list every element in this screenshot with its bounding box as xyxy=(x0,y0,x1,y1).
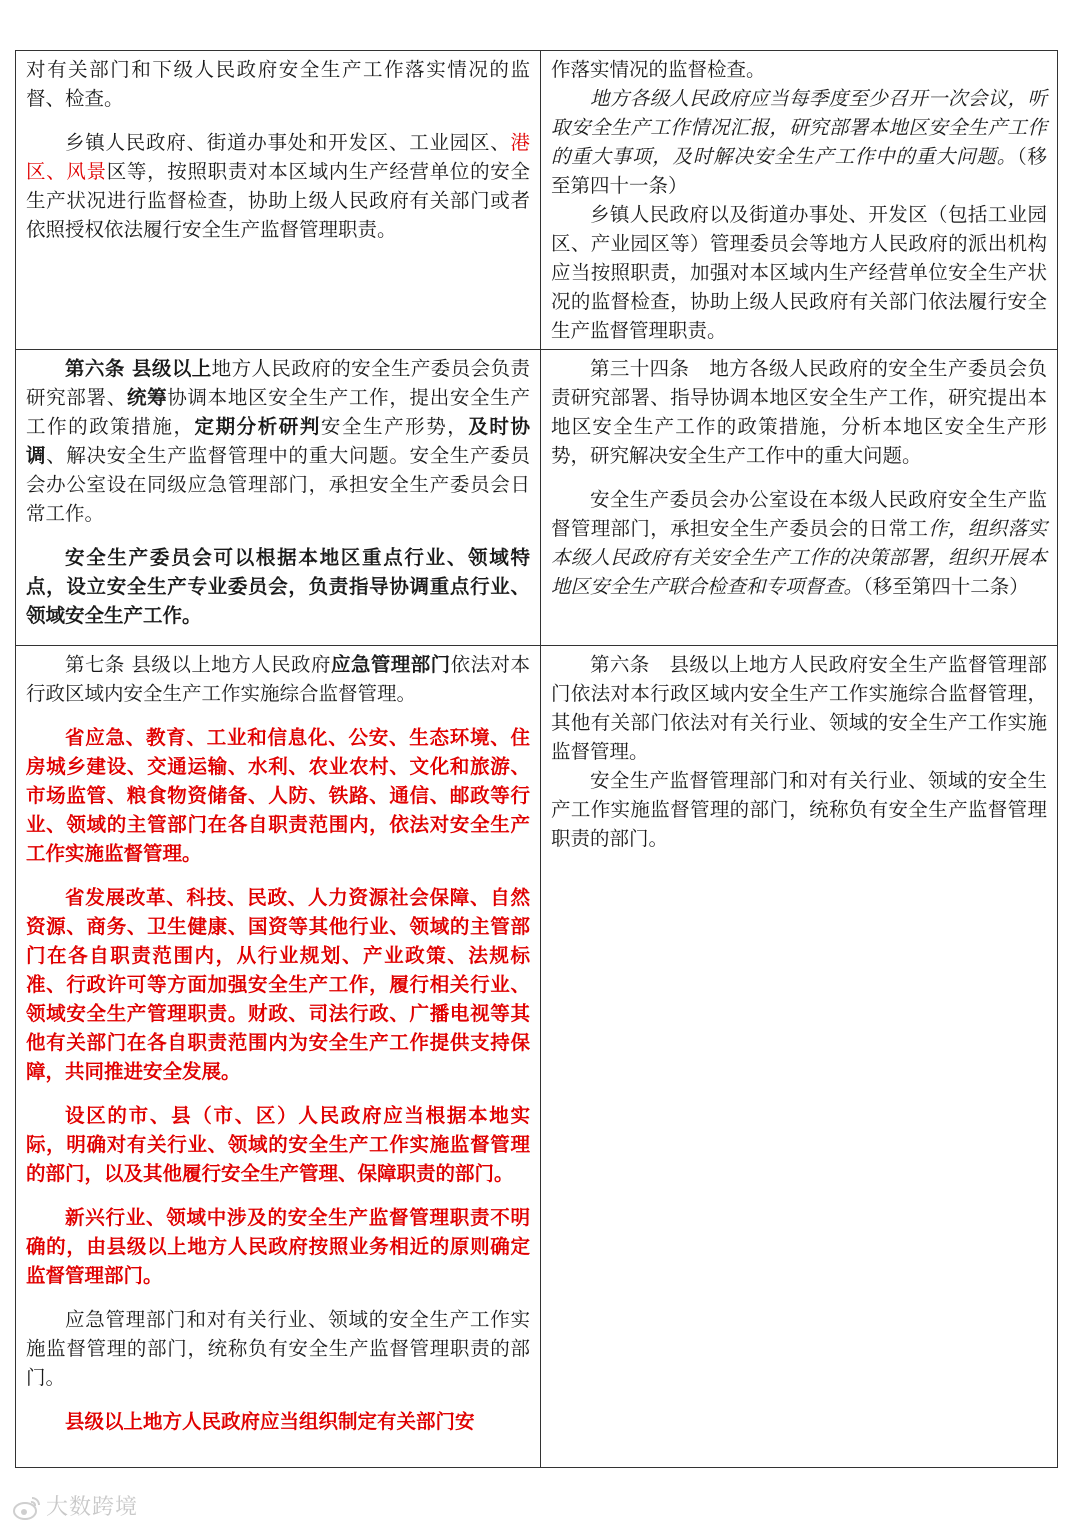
paragraph: 设区的市、县（市、区）人民政府应当根据本地实际，明确对有关行业、领域的安全生产工作实施监督管理的部门，以及其他履行安全生产管理、保障职责的部门。 xyxy=(26,1104,530,1185)
paragraph: 应急管理部门和对有关行业、领域的安全生产工作实施监督管理的部门，统称负有安全生产监督管理职责的部门。 xyxy=(26,1308,530,1389)
table-row xyxy=(16,646,1058,1468)
table-row xyxy=(16,51,1058,350)
paragraph: 县级以上地方人民政府应当组织制定有关部门安 xyxy=(65,1410,475,1433)
paragraph: 第六条 县级以上地方人民政府安全生产监督管理部门依法对本行政区域内安全生产工作实施综合监督管理，其他有关部门依法对有关行业、领域的安全生产工作实施监督管理。 xyxy=(551,653,1047,763)
comparison-table xyxy=(15,50,1058,1468)
paragraph: 乡镇人民政府以及街道办事处、开发区（包括工业园区、产业园区等）管理委员会等地方人民政府的派出机构应当按照职责，加强对本区域内生产经营单位安全生产状况的监督检查，协助上级人民政府有关部门依法履行安全生产监督管理职责。 xyxy=(551,203,1047,342)
paragraph: 安全生产委员会办公室设在本级人民政府安全生产监督管理部门，承担安全生产委员会的日常工作，组织落实本级人民政府有关安全生产工作的决策部署，组织开展本地区安全生产联合检查和专项督查。（移至第四十二条） xyxy=(551,488,1047,598)
left-cell xyxy=(16,51,541,350)
paragraph: 安全生产委员会可以根据本地区重点行业、领域特点，设立安全生产专业委员会，负责指导协调重点行业、领域安全生产工作。 xyxy=(26,546,530,627)
paragraph: 新兴行业、领域中涉及的安全生产监督管理职责不明确的，由县级以上地方人民政府按照业务相近的原则确定监督管理部门。 xyxy=(26,1206,530,1287)
paragraph: 安全生产监督管理部门和对有关行业、领域的安全生产工作实施监督管理的部门，统称负有安全生产监督管理职责的部门。 xyxy=(551,769,1047,850)
right-cell xyxy=(541,646,1058,1468)
left-cell xyxy=(16,350,541,646)
paragraph: 第六条 县级以上地方人民政府的安全生产委员会负责研究部署、统筹协调本地区安全生产工作，提出安全生产工作的政策措施，定期分析研判安全生产形势，及时协调、解决安全生产监督管理中的重大问题。安全生产委员会办公室设在同级应急管理部门，承担安全生产委员会日常工作。 xyxy=(26,357,530,525)
right-cell xyxy=(541,51,1058,350)
paragraph: 第七条 县级以上地方人民政府应急管理部门依法对本行政区域内安全生产工作实施综合监督管理。 xyxy=(26,653,530,705)
right-cell xyxy=(541,350,1058,646)
watermark-text: 大数跨境 xyxy=(46,1495,139,1520)
left-cell xyxy=(16,646,541,1468)
watermark xyxy=(12,1490,138,1521)
paragraph: 第三十四条 地方各级人民政府的安全生产委员会负责研究部署、指导协调本地区安全生产工作，研究提出本地区安全生产工作的政策措施，分析本地区安全生产形势，研究解决安全生产工作中的重大问题。 xyxy=(551,357,1047,467)
paragraph: 地方各级人民政府应当每季度至少召开一次会议，听取安全生产工作情况汇报，研究部署本地区安全生产工作的重大事项，及时解决安全生产工作中的重大问题。（移至第四十一条） xyxy=(551,87,1047,197)
paragraph: 省发展改革、科技、民政、人力资源社会保障、自然资源、商务、卫生健康、国资等其他行业、领域的主管部门在各自职责范围内，从行业规划、产业政策、法规标准、行政许可等方面加强安全生产工作，履行相关行业、领域安全生产管理职责。财政、司法行政、广播电视等其他有关部门在各自职责范围内为安全生产工作提供支持保障，共同推进安全发展。 xyxy=(26,886,530,1083)
paragraph: 对有关部门和下级人民政府安全生产工作落实情况的监督、检查。 xyxy=(26,58,530,110)
paragraph: 作落实情况的监督检查。 xyxy=(551,58,766,81)
table-row xyxy=(16,350,1058,646)
weibo-logo-icon xyxy=(12,1495,42,1521)
paragraph: 乡镇人民政府、街道办事处和开发区、工业园区、港区、风景区等，按照职责对本区域内生产经营单位的安全生产状况进行监督检查，协助上级人民政府有关部门或者依照授权依法履行安全生产监督管理职责。 xyxy=(26,131,530,241)
paragraph: 省应急、教育、工业和信息化、公安、生态环境、住房城乡建设、交通运输、水利、农业农村、文化和旅游、市场监管、粮食物资储备、人防、铁路、通信、邮政等行业、领域的主管部门在各自职责范围内，依法对安全生产工作实施监督管理。 xyxy=(26,726,530,865)
